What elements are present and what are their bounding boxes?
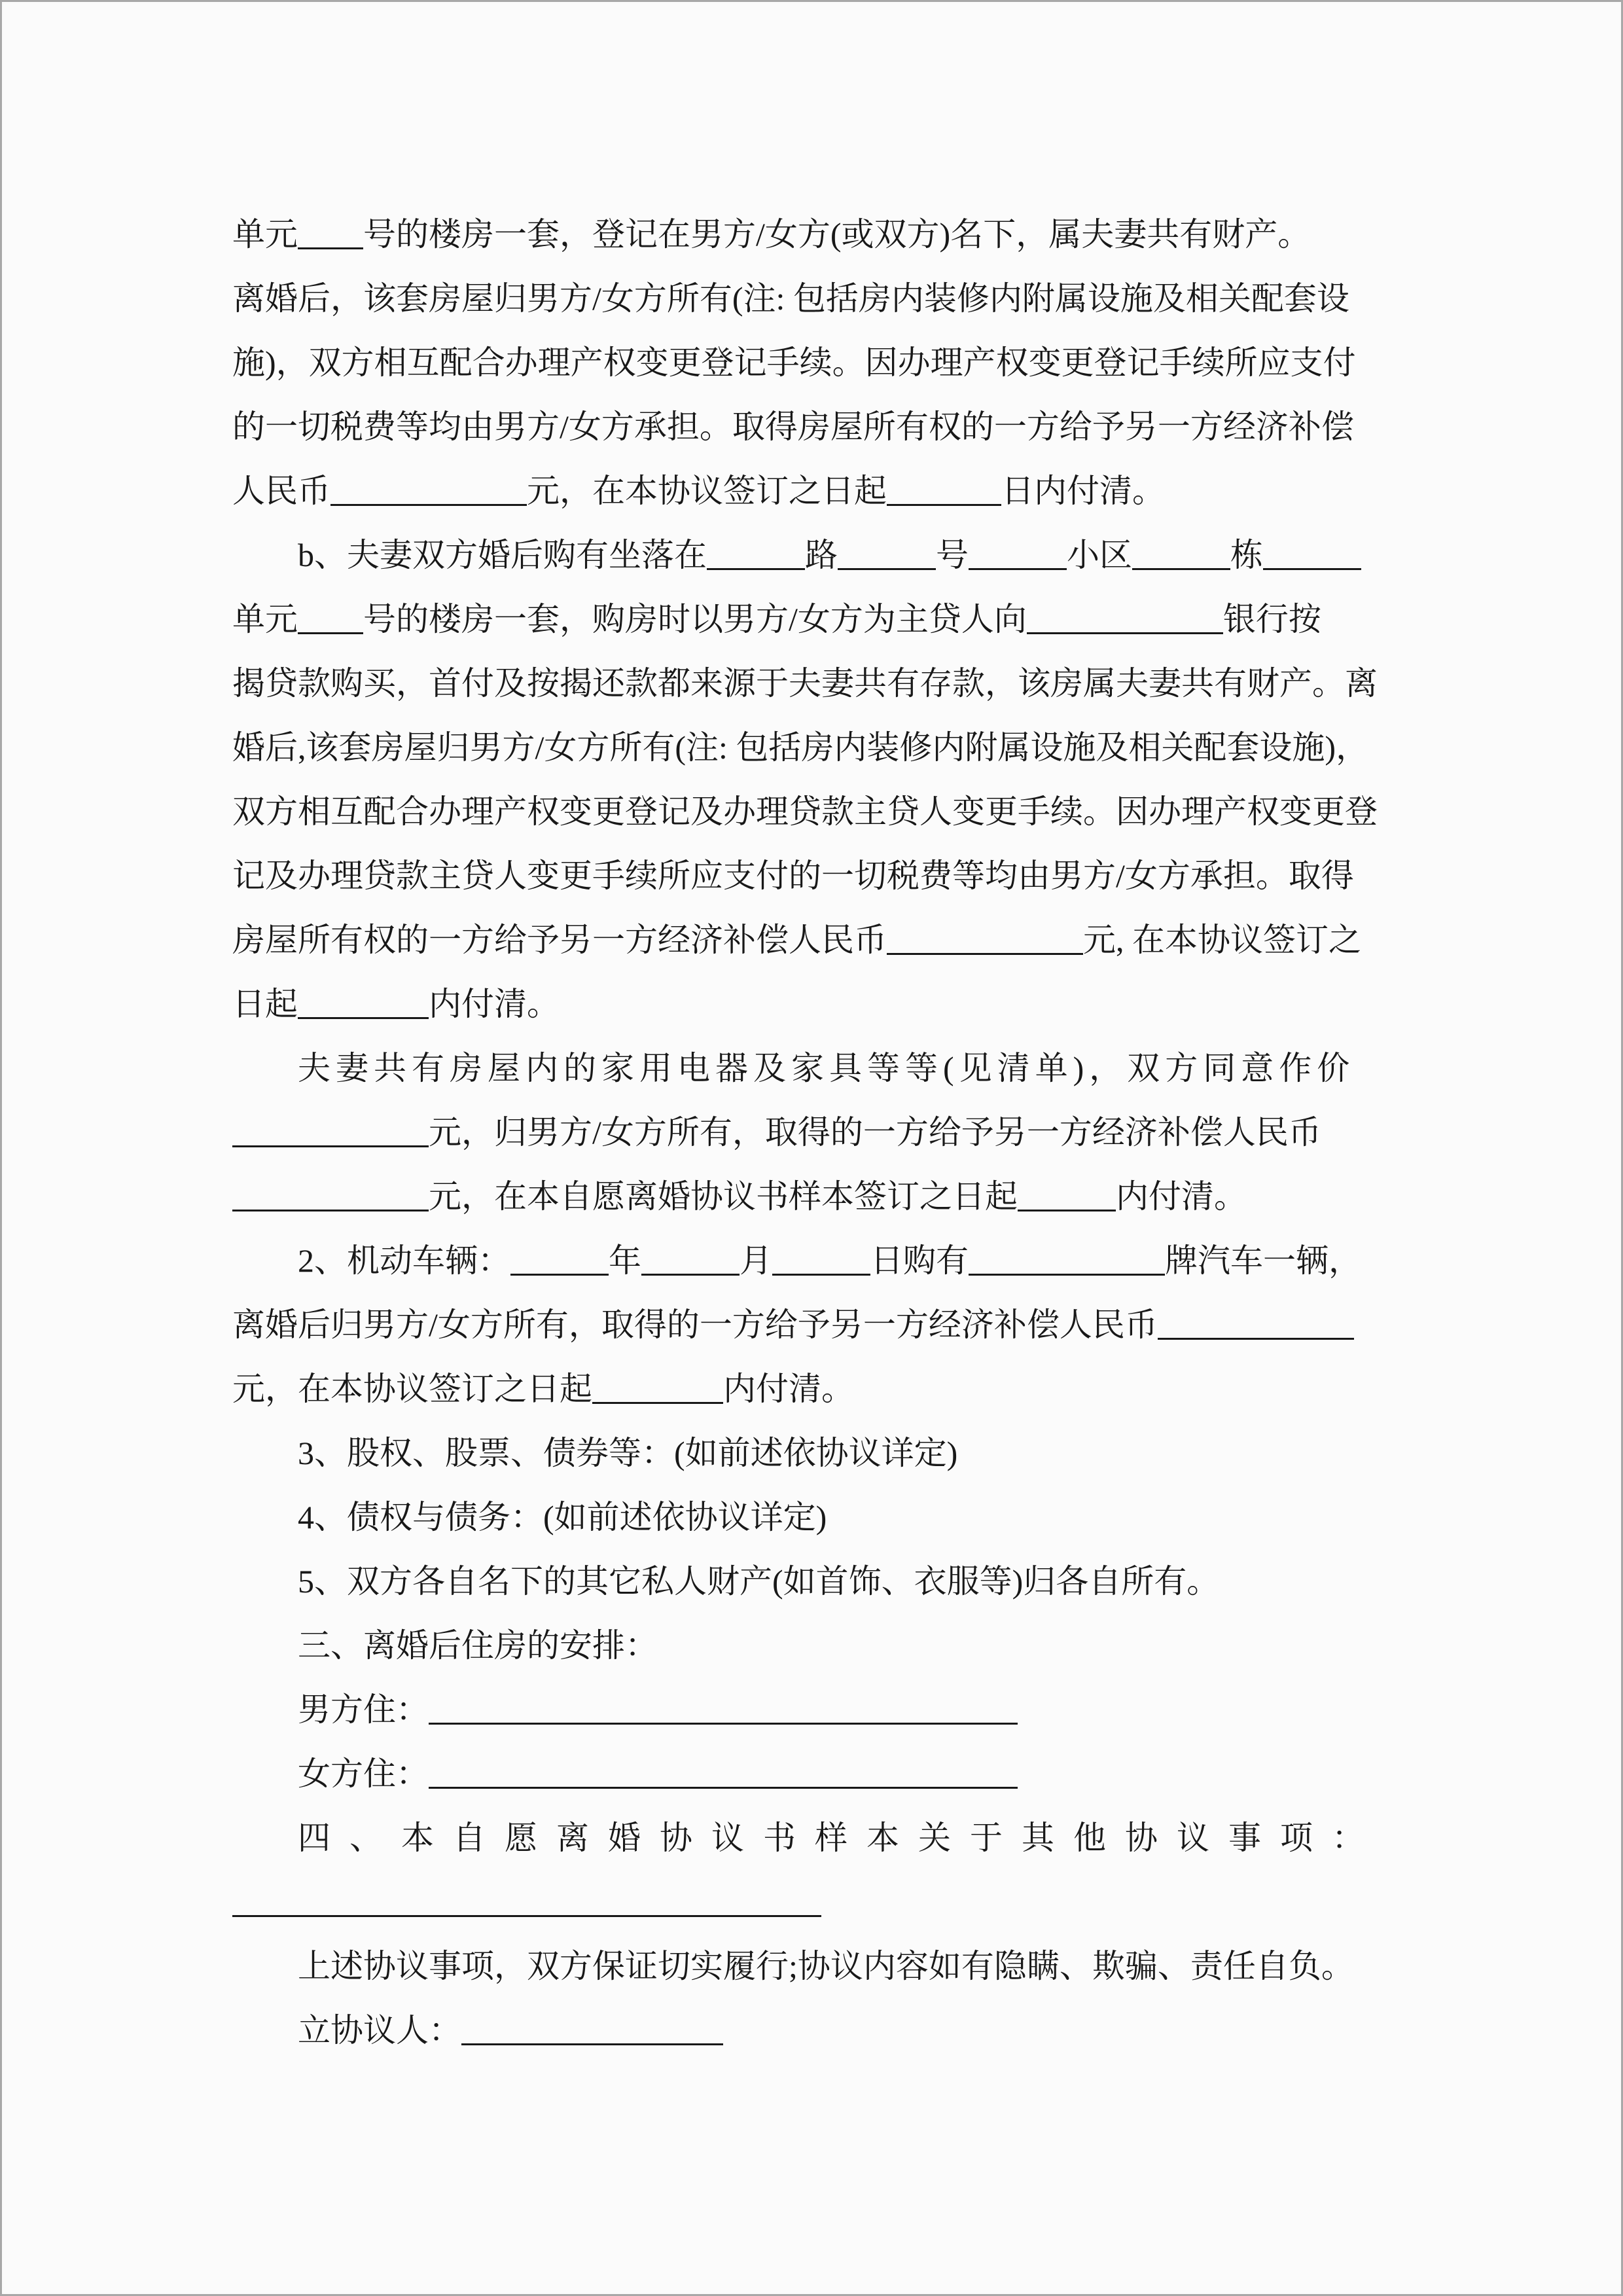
text-line bbox=[232, 395, 1384, 459]
fill-in-blank bbox=[772, 1272, 870, 1276]
text-run: 四、本自愿离婚协议书样本关于其他协议事项： bbox=[298, 1820, 1383, 1856]
text-run: 号的楼房一套，购房时以男方/女方为主贷人向 bbox=[363, 601, 1027, 637]
text-line bbox=[232, 1998, 1384, 2062]
text-run: 日购有 bbox=[870, 1242, 969, 1279]
fill-in-blank bbox=[1027, 631, 1223, 634]
fill-in-blank bbox=[330, 503, 527, 506]
text-run: 离婚后归男方/女方所有，取得的一方给予另一方经济补偿人民币 bbox=[232, 1306, 1158, 1343]
text-line bbox=[232, 1549, 1384, 1613]
fill-in-blank bbox=[1132, 567, 1230, 570]
text-line bbox=[232, 1100, 1384, 1164]
text-line bbox=[232, 1357, 1384, 1421]
fill-in-blank bbox=[1158, 1336, 1354, 1340]
fill-in-blank bbox=[298, 631, 363, 634]
text-line bbox=[232, 1934, 1384, 1998]
text-run: 立协议人： bbox=[298, 2012, 461, 2049]
text-run: 揭贷款购买，首付及按揭还款都来源于夫妻共有存款，该房属夫妻共有财产。离 bbox=[232, 665, 1378, 702]
text-line bbox=[232, 1870, 1384, 1934]
text-line bbox=[232, 1293, 1384, 1357]
fill-in-blank bbox=[592, 1401, 723, 1404]
text-line bbox=[232, 1421, 1384, 1485]
fill-in-blank bbox=[232, 1208, 429, 1211]
text-run: 月 bbox=[740, 1242, 772, 1279]
text-run: 元，归男方/女方所有，取得的一方给予另一方经济补偿人民币 bbox=[429, 1114, 1321, 1151]
text-run: 男方住： bbox=[298, 1691, 429, 1728]
text-line bbox=[232, 459, 1384, 523]
fill-in-blank bbox=[838, 567, 936, 570]
fill-in-blank bbox=[429, 1785, 1018, 1789]
text-line bbox=[232, 1036, 1384, 1100]
fill-in-blank bbox=[1018, 1208, 1116, 1211]
text-run: 记及办理贷款主贷人变更手续所应支付的一切税费等均由男方/女方承担。取得 bbox=[232, 857, 1354, 894]
text-line bbox=[232, 587, 1384, 651]
text-run: 号的楼房一套，登记在男方/女方(或双方)名下，属夫妻共有财产。 bbox=[363, 216, 1311, 253]
fill-in-blank bbox=[232, 1914, 821, 1917]
fill-in-blank bbox=[429, 1721, 1018, 1725]
text-line bbox=[232, 1742, 1384, 1806]
text-run: 银行按 bbox=[1222, 601, 1321, 637]
text-line bbox=[232, 844, 1384, 908]
text-run: 元，在本协议签订之日起 bbox=[232, 1371, 592, 1407]
fill-in-blank bbox=[887, 503, 1001, 506]
fill-in-blank bbox=[1263, 567, 1361, 570]
fill-in-blank bbox=[461, 2042, 723, 2045]
text-run: 离婚后，该套房屋归男方/女方所有(注: 包括房内装修内附属设施及相关配套设 bbox=[232, 280, 1349, 317]
text-run: 年 bbox=[609, 1242, 641, 1279]
text-run: 内付清。 bbox=[1116, 1178, 1247, 1215]
text-line bbox=[232, 1806, 1384, 1870]
text-run: 上述协议事项，双方保证切实履行;协议内容如有隐瞒、欺骗、责任自负。 bbox=[298, 1948, 1354, 1984]
text-run: 日起 bbox=[232, 986, 298, 1022]
text-run: 单元 bbox=[232, 216, 298, 253]
text-run: 号 bbox=[936, 537, 969, 573]
text-line bbox=[232, 331, 1384, 395]
text-line bbox=[232, 908, 1384, 972]
text-run: 人民币 bbox=[232, 473, 330, 509]
fill-in-blank bbox=[298, 1016, 429, 1019]
document-lines bbox=[232, 202, 1384, 2062]
text-line bbox=[232, 1613, 1384, 1677]
text-run: 内付清。 bbox=[723, 1371, 854, 1407]
fill-in-blank bbox=[641, 1272, 740, 1276]
text-line bbox=[232, 715, 1384, 780]
text-run: 4、债权与债务：(如前述依协议详定) bbox=[298, 1499, 827, 1535]
text-run: 夫妻共有房屋内的家用电器及家具等等(见清单)，双方同意作价 bbox=[298, 1050, 1355, 1086]
fill-in-blank bbox=[510, 1272, 609, 1276]
fill-in-blank bbox=[887, 952, 1083, 955]
text-line bbox=[232, 1164, 1384, 1229]
text-line bbox=[232, 972, 1384, 1036]
text-run: 三、离婚后住房的安排： bbox=[298, 1627, 658, 1664]
fill-in-blank bbox=[232, 1144, 429, 1147]
text-line bbox=[232, 202, 1384, 266]
text-line bbox=[232, 266, 1384, 331]
text-run: 单元 bbox=[232, 601, 298, 637]
text-run: 内付清。 bbox=[429, 986, 560, 1022]
text-run: 日内付清。 bbox=[1001, 473, 1165, 509]
fill-in-blank bbox=[707, 567, 805, 570]
text-run: 3、股权、股票、债券等：(如前述依协议详定) bbox=[298, 1435, 958, 1471]
text-run: 施)，双方相互配合办理产权变更登记手续。因办理产权变更登记手续所应支付 bbox=[232, 344, 1356, 381]
fill-in-blank bbox=[969, 1272, 1165, 1276]
text-line bbox=[232, 651, 1384, 715]
text-run: 元，在本协议签订之日起 bbox=[527, 473, 887, 509]
text-run: 栋 bbox=[1230, 537, 1263, 573]
text-run: 2、机动车辆： bbox=[298, 1242, 510, 1279]
text-line bbox=[232, 1229, 1384, 1293]
fill-in-blank bbox=[969, 567, 1067, 570]
text-run: 元, 在本协议签订之 bbox=[1083, 922, 1361, 958]
text-run: 的一切税费等均由男方/女方承担。取得房屋所有权的一方给予另一方经济补偿 bbox=[232, 408, 1354, 445]
text-run: 路 bbox=[805, 537, 838, 573]
text-line bbox=[232, 780, 1384, 844]
text-line bbox=[232, 1485, 1384, 1549]
text-run: 房屋所有权的一方给予另一方经济补偿人民币 bbox=[232, 922, 887, 958]
fill-in-blank bbox=[298, 246, 363, 249]
text-run: 小区 bbox=[1067, 537, 1132, 573]
text-run: 5、双方各自名下的其它私人财产(如首饰、衣服等)归各自所有。 bbox=[298, 1563, 1220, 1600]
text-run: 双方相互配合办理产权变更登记及办理贷款主贷人变更手续。因办理产权变更登 bbox=[232, 793, 1378, 830]
text-run: 牌汽车一辆， bbox=[1165, 1242, 1361, 1279]
text-run: 婚后,该套房屋归男方/女方所有(注: 包括房内装修内附属设施及相关配套设施)， bbox=[232, 729, 1369, 766]
text-run: 女方住： bbox=[298, 1755, 429, 1792]
text-line bbox=[232, 1677, 1384, 1742]
text-line bbox=[232, 523, 1384, 587]
text-run: b、夫妻双方婚后购有坐落在 bbox=[298, 537, 707, 573]
text-run: 元，在本自愿离婚协议书样本签订之日起 bbox=[429, 1178, 1018, 1215]
